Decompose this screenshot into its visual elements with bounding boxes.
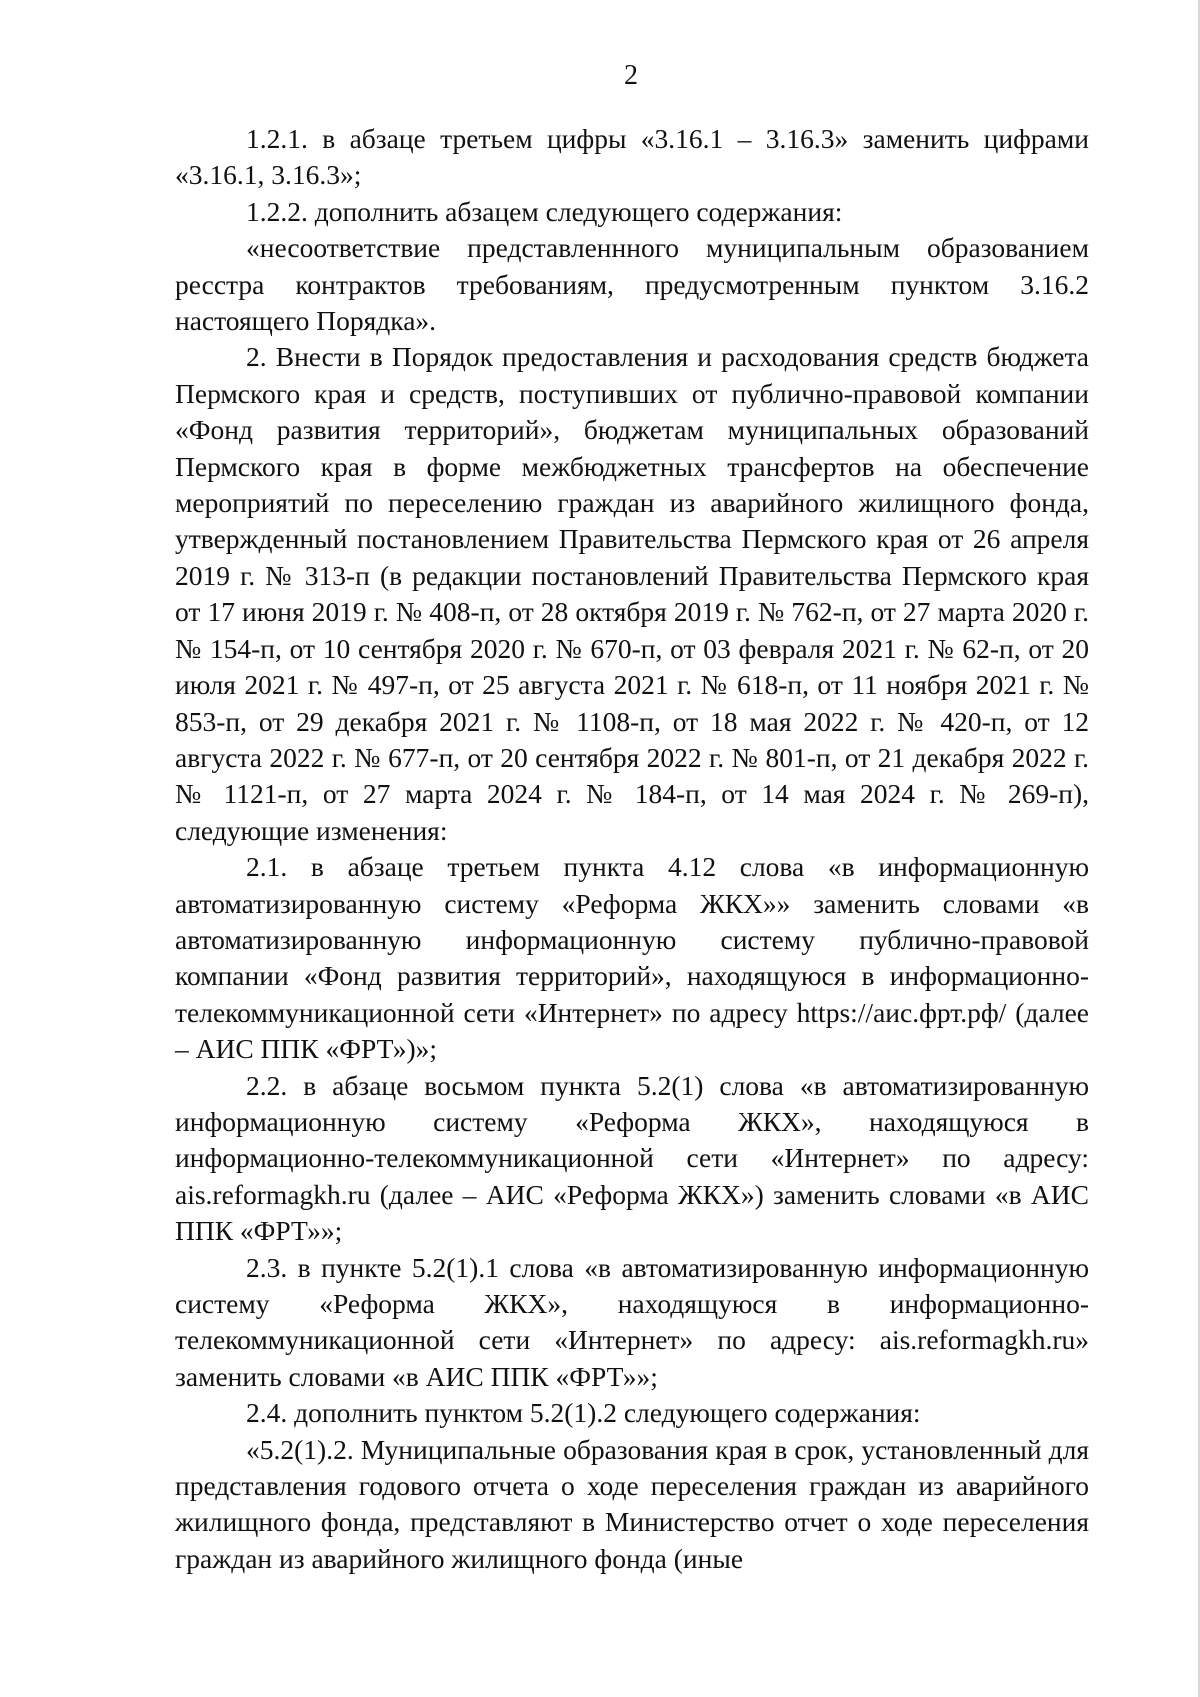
paragraph-1-2-1: 1.2.1. в абзаце третьем цифры «3.16.1 – 3.16.3» заменить цифрами «3.16.1, 3.16.3»; xyxy=(175,123,1089,191)
paragraph-quote-nesootvetstvie: «несоответствие представленнного муниципальным образованием ресстра контрактов требованиям, предусмотренным пунктом 3.16.2 настоящего Порядка». xyxy=(175,232,1089,337)
document-body xyxy=(175,121,1089,1577)
paragraph-1-2-2: 1.2.2. дополнить абзацем следующего содержания: xyxy=(246,195,843,227)
paragraph-2-4: 2.4. дополнить пунктом 5.2(1).2 следующего содержания: xyxy=(246,1397,921,1429)
paragraph-quote-5-2-1-2: «5.2(1).2. Муниципальные образования края в срок, установленный для представления годового отчета о ходе переселения граждан из аварийного жилищного фонда, представляют в Министерство отчет о ходе переселения граждан из аварийного жилищного фонда (иные xyxy=(175,1433,1089,1574)
page-number: 2 xyxy=(624,60,638,91)
paragraph-2: 2. Внести в Порядок предоставления и расходования средств бюджета Пермского края и средств, поступивших от публично-правовой компании «Фонд развития территорий», бюджетам муниципальных образований Пермского края в форме межбюджетных трансфертов на обеспечение мероприятий по переселению граждан из аварийного жилищного фонда, утвержденный постановлением Правительства Пермского края от 26 апреля 2019 г. № 313-п (в редакции постановлений Правительства Пермского края от 17 июня 2019 г. № 408-п, от 28 октября 2019 г. № 762-п, от 27 марта 2020 г. № 154-п, от 10 сентября 2020 г. № 670-п, от 03 февраля 2021 г. № 62-п, от 20 июля 2021 г. № 497-п, от 25 августа 2021 г. № 618-п, от 11 ноября 2021 г. № 853-п, от 29 декабря 2021 г. № 1108-п, от 18 мая 2022 г. № 420-п, от 12 августа 2022 г. № 677-п, от 20 сентября 2022 г. № 801-п, от 21 декабря 2022 г. № 1121-п, от 27 марта 2024 г. № 184-п, от 14 мая 2024 г. № 269-п), следующие изменения: xyxy=(175,341,1089,846)
paragraph-2-1: 2.1. в абзаце третьем пункта 4.12 слова «в информационную автоматизированную систему «Реформа ЖКХ»» заменить словами «в автоматизированную информационную систему публично-правовой компании «Фонд развития территорий», находящуюся в информационно-телекоммуникационной сети «Интернет» по адресу https://аис.фрт.рф/ (далее – АИС ППК «ФРТ»)»; xyxy=(175,851,1089,1065)
paragraph-2-2: 2.2. в абзаце восьмом пункта 5.2(1) слова «в автоматизированную информационную систему «Реформа ЖКХ», находящуюся в информационно-телекоммуникационной сети «Интернет» по адресу: ais.reformagkh.ru (далее – АИС «Реформа ЖКХ») заменить словами «в АИС ППК «ФРТ»»; xyxy=(175,1069,1089,1247)
paragraph-2-3: 2.3. в пункте 5.2(1).1 слова «в автоматизированную информационную систему «Реформа ЖКХ», находящуюся в информационно-телекоммуникационной сети «Интернет» по адресу: ais.reformagkh.ru» заменить словами «в АИС ППК «ФРТ»»; xyxy=(175,1251,1089,1392)
